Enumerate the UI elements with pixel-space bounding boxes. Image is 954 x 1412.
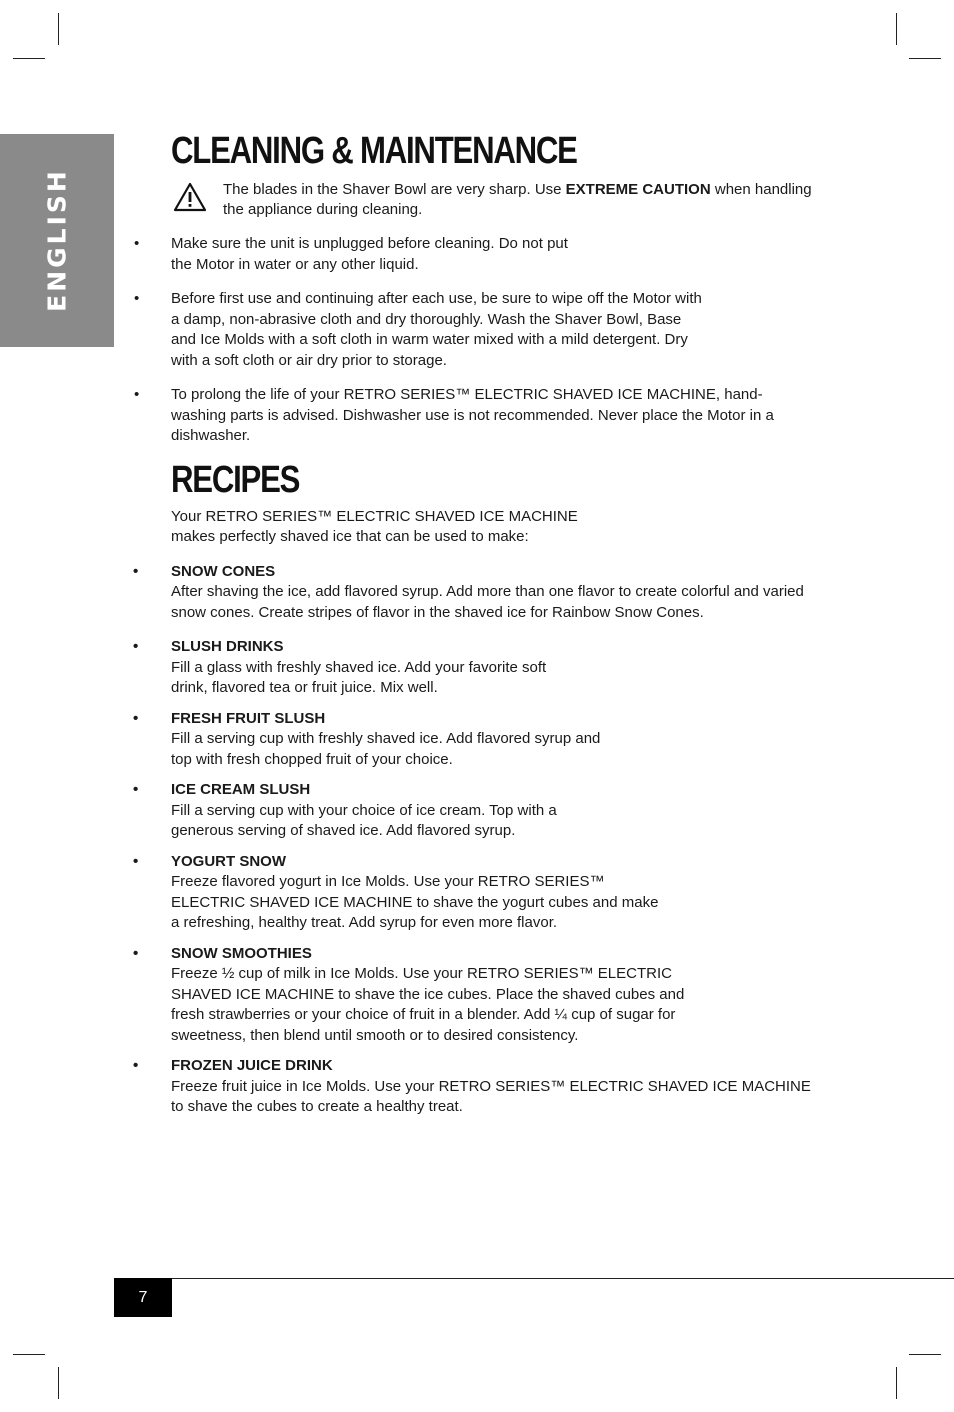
recipes-heading: RECIPES (171, 458, 300, 501)
recipe-title: SLUSH DRINKS (171, 638, 284, 655)
recipe-title: YOGURT SNOW (171, 852, 286, 870)
recipe-text: Fill a glass with freshly shaved ice. Add your favorite soft drink, flavored tea or fruit juice. Mix well. (171, 658, 547, 696)
recipe-item: • SNOW SMOOTHIES Freeze ½ cup of milk in Ice Molds. Use your RETRO SERIES™ ELECTRIC SHAVED ICE MACHINE to shave the ice cubes. Place the shaved cubes and fresh strawberries or your choice of fruit in a blender. Add ¼ cup of sugar for sweetness, then blend until smooth or to desired consistency. (171, 944, 691, 1047)
cleaning-heading: CLEANING & MAINTENANCE (171, 130, 577, 172)
recipe-title: SNOW CONES (171, 562, 276, 580)
recipe-title: SNOW SMOOTHIES (171, 944, 312, 962)
language-tab (0, 134, 114, 347)
crop-mark (13, 58, 45, 59)
warning-text-before: The blades in the Shaver Bowl are very sharp. Use (223, 181, 566, 198)
recipe-title: FRESH FRUIT SLUSH (171, 709, 326, 727)
recipe-text: Freeze ½ cup of milk in Ice Molds. Use your RETRO SERIES™ ELECTRIC SHAVED ICE MACHINE to shave the ice cubes. Place the shaved cubes and fresh strawberries or your choice of fruit in a blender. Add ¼ cup of sugar for sweetness, then blend until smooth or to desired consistency. (171, 965, 685, 1044)
warning-note (171, 180, 821, 220)
crop-mark (896, 13, 897, 45)
recipe-item: • FROZEN JUICE DRINK Freeze fruit juice in Ice Molds. Use your RETRO SERIES™ ELECTRIC SHAVED ICE MACHINE to shave the cubes to create a healthy treat. (171, 1056, 811, 1118)
recipe-title: FROZEN JUICE DRINK (171, 1057, 333, 1074)
warning-emphasis: EXTREME CAUTION (565, 181, 711, 198)
crop-mark (909, 1354, 941, 1355)
crop-mark (896, 1367, 897, 1399)
page-content (133, 128, 821, 1118)
crop-mark (13, 1354, 45, 1355)
recipe-title: ICE CREAM SLUSH (171, 781, 311, 798)
language-tab-label: ENGLISH (42, 168, 72, 312)
recipe-text: Freeze fruit juice in Ice Molds. Use your RETRO SERIES™ ELECTRIC SHAVED ICE MACHINE to shave the cubes to create a healthy treat. (171, 1077, 811, 1115)
recipe-text: Fill a serving cup with freshly shaved ice. Add flavored syrup and top with fresh chopped fruit of your choice. (171, 730, 601, 768)
cleaning-list (134, 234, 821, 447)
recipe-item: • SLUSH DRINKS Fill a glass with freshly shaved ice. Add your favorite soft drink, flavored tea or fruit juice. Mix well. (171, 637, 571, 699)
warning-triangle-icon (173, 182, 207, 212)
warning-text-after: when handling the appliance during cleaning. (223, 181, 812, 218)
list-item-text: Make sure the unit is unplugged before cleaning. Do not put the Motor in water or any other liquid. (171, 235, 568, 273)
crop-mark (58, 1367, 59, 1399)
list-item: • Before first use and continuing after each use, be sure to wipe off the Motor with a damp, non-abrasive cloth and dry thoroughly. Wash the Shaver Bowl, Base and Ice Molds with a soft cloth in warm water mixed with a mild detergent. Dry with a soft cloth or air dry prior to storage. (134, 290, 702, 369)
list-item: • Make sure the unit is unplugged before cleaning. Do not put the Motor in water or any other liquid. (134, 235, 568, 273)
recipe-item: • ICE CREAM SLUSH Fill a serving cup with your choice of ice cream. Top with a generous serving of shaved ice. Add flavored syrup. (171, 780, 586, 842)
crop-mark (909, 58, 941, 59)
recipes-list (133, 562, 821, 1118)
recipe-item: • SNOW CONES After shaving the ice, add flavored syrup. Add more than one flavor to create colorful and varied snow cones. Create stripes of flavor in the shaved ice for Rainbow Snow Cones. (171, 562, 811, 624)
list-item-text: To prolong the life of your RETRO SERIES™ ELECTRIC SHAVED ICE MACHINE, hand-washing parts is advised. Dishwasher use is not recommended. Never place the Motor in a dishwasher. (171, 386, 774, 444)
footer-rule (114, 1278, 954, 1279)
list-item: • To prolong the life of your RETRO SERIES™ ELECTRIC SHAVED ICE MACHINE, hand-washing parts is advised. Dishwasher use is not recommended. Never place the Motor in a dishwasher. (134, 386, 774, 444)
list-item-text: Before first use and continuing after each use, be sure to wipe off the Motor with a damp, non-abrasive cloth and dry thoroughly. Wash the Shaver Bowl, Base and Ice Molds with a soft cloth in warm water mixed with a mild detergent. Dry with a soft cloth or air dry prior to storage. (171, 290, 702, 369)
recipe-item: • YOGURT SNOW Freeze flavored yogurt in Ice Molds. Use your RETRO SERIES™ ELECTRIC SHAVED ICE MACHINE to shave the yogurt cubes and make a refreshing, healthy treat. Add syrup for even more flavor. (171, 852, 661, 934)
recipe-item: • FRESH FRUIT SLUSH Fill a serving cup with freshly shaved ice. Add flavored syrup and top with fresh chopped fruit of your choice. (171, 709, 601, 771)
recipes-intro: Your RETRO SERIES™ ELECTRIC SHAVED ICE MACHINE makes perfectly shaved ice that can be used to make: (171, 507, 578, 545)
recipe-text: Fill a serving cup with your choice of ice cream. Top with a generous serving of shaved ice. Add flavored syrup. (171, 801, 557, 839)
page-number: 7 (114, 1278, 172, 1317)
recipe-text: Freeze flavored yogurt in Ice Molds. Use your RETRO SERIES™ ELECTRIC SHAVED ICE MACHINE to shave the yogurt cubes and make a refreshing, healthy treat. Add syrup for even more flavor. (171, 873, 659, 931)
crop-mark (58, 13, 59, 45)
recipe-text: After shaving the ice, add flavored syrup. Add more than one flavor to create colorful and varied snow cones. Create stripes of flavor in the shaved ice for Rainbow Snow Cones. (171, 583, 804, 621)
